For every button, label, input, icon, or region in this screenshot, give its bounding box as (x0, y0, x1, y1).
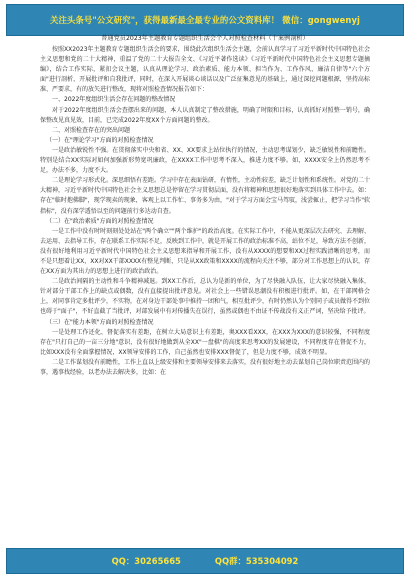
document-page (40, 34, 370, 550)
body-paragraph: 对于2022年度组织生活会查摆出来的问题，本人认真制定了整改措施，明确了时限和目标，认真抓好对照整一销号，确保整改见真见效，目前，已完成2022年度XX个方面问题的整改。 (40, 106, 370, 124)
document-title: 普通党员2023年主题教育专题组织生活会个人对照检查材料（十案例剖析） (101, 35, 309, 42)
banner-text: 关注头条号"公文研究"，获得最新最全最专业的公文资料库！ 微信：gongwenyj (49, 15, 361, 25)
top-banner (6, 4, 404, 36)
footer-qq-group: QQ群：535304092 (214, 556, 299, 566)
document-body (40, 45, 370, 378)
body-paragraph: 二是工作谋划没有前瞻性，工作上直以上级安排和主要领导安排来去落实，没有很好地主动去谋划自己岗位职责范围内的事，遇事找经验，以老办法去解决多，比如：在 (40, 358, 370, 376)
body-paragraph: 二是理论学习形式化。深思细悟有差距。学习中存在表面钻研，有惰性，主动性较差，缺乏计划性和系统性。对党的二十大精神，习近平新时代中国特色社会主义思想总是停留在学习贯彻层面，没有将精神和思想很好地落实到具体工作中去。如：存在"临时抱佛脚"，现学现卖的现象，客观上以工作忙、事务多为由，"对于学习方面会宝马驾驭，浅尝辄止，把学习当作"软指标"，没有深学透悟以至的问题前行多达动自查。 (40, 177, 370, 215)
bottom-banner (6, 548, 404, 574)
body-paragraph: 按照XX2023年主题教育专题组织生活会的要求，围绕此次组织生活会主题，会前认真学习了习近平新时代中国特色社会主义思想和党的二十大精神，重温了党的二十大报告全文、《习近平著作选读》《习近平新时代中国特色社会主义思想专题摘编》，结合工作实际，紧扣会议主题，认真从理论学习、政治素质、能力本领、担当作为、工作作风、廉洁自律等"六个方面"进行剖析，开展批评和自我批评，同时，在深入开展谈心谈话以及广泛征集意见的基础上，通过深挖问题根源，坚持高标准、严要求，有的放矢进行整改，现将对照检查情况报告如下： (40, 46, 370, 94)
footer-qq: QQ：30265665 (111, 556, 181, 566)
body-paragraph: 一是政治敏锐性不强。在贯彻落实中央和省、XX、XX要求上站位执行的情况，主动思考谋划少，缺乏敏锐性和前瞻性。特别是结合XX实际对如何加强新形势宽巩廉政，在XXXX工作中思考不深入，推进力度不够。如，XXXX安全上仍然思考不足，办法不多，力度不大。 (40, 146, 370, 175)
subsection-heading: （三）在"能力本领"方面的对照检查情况 (46, 318, 154, 326)
body-paragraph: 二是政治间隔的主动性和斗争精神减退。到XX工作后，总认为是新的单位，为了尽快融入队伍，让大家尽快融入集体，针对部分干部工作上的缺点或偶数，没有直接提出批评意见。对社会上一些错误思潮没有积极进行批评。如，在干部网格会上，对同事肯定多批评少，不实物，在对身边干部处事中推持一团和气，相互批评少，有时仍然认为个别同子或员做得不到位也碍于"面子"，不好直截了当批评，对部发展中有对传播失在误行，虽然或偶也不由证不传战没有义正严词，坚决给予批评。 (40, 278, 370, 316)
body-paragraph: 一是工作中没有时时刻刻处处站在"两个确立""两个维护"的政治高度。在实际工作中，不能从更深层次去研究、去理解、去运用、去指导工作，存在联系工作实际不足，反映到工作中，就是开展工作的政治标准不高，站位不足，导致方法不创新，没有很好地利用习近平新时代中国特色社会主义思想来指导和开展工作，没有从XXXX的想要和XX过程实践清晰的思考，而不是只想着让XX，XX对XX干部XXXX有整见判断，只是从XX政策和XXXX的流程向关注不够，部分对工作思想上的认识，存在XX方面为其出力的思想上进行的政治政治。 (40, 227, 370, 276)
subsection-heading: （二）在"政治素质"方面的对照检查情况 (46, 217, 154, 225)
subsection-heading: （一）在"理论学习"方面的对照检查情况 (46, 136, 154, 144)
body-paragraph: 一是处理工作还化、督促落实有差距，在树立大局意识上有差距，奥XXX看XXX，在XXX为XXX的意识较强，不同程度存在"只打自己的一亩三分地"意识，没有很好地做到从全XX"一盘棋"的高度来思考XX的发展建设，不同程度存在督促不力，比如XXX没有全面掌握情况，XX领导安排的工作，自己虽然也安排XXX督促了，但是力度不够，成效不明显。 (40, 328, 370, 356)
section-heading: 二、对照检查存在的突出问题 (52, 126, 131, 134)
section-heading: 一、2022年度组织生活会存在问题的整改情况 (52, 96, 176, 104)
